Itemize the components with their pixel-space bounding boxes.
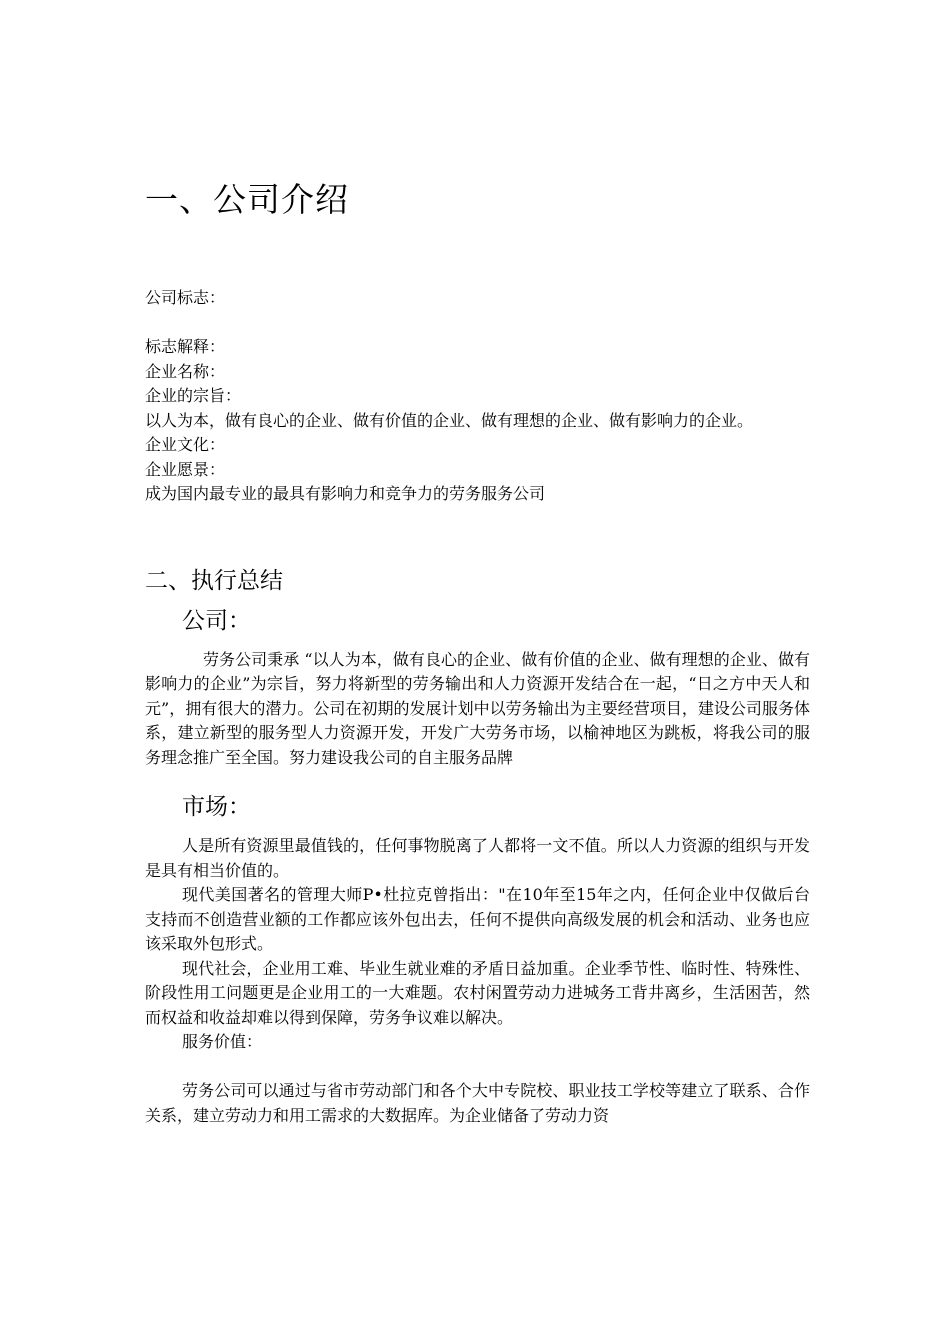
company-subheading: 公司： xyxy=(182,607,251,634)
spacer xyxy=(145,311,810,336)
market-paragraph-4: 劳务公司可以通过与省市劳动部门和各个大中专院校、职业技工学校等建立了联系、合作关系，建立劳动力和用工需求的大数据库。为企业储备了劳动力资 xyxy=(145,1081,810,1125)
market-block xyxy=(145,834,810,1128)
market-paragraph-3: 现代社会，企业用工难、毕业生就业难的矛盾日益加重。企业季节性、临时性、特殊性、阶段性用工问题更是企业用工的一大难题。农村闲置劳动力进城务工背井离乡，生活困苦，然而权益和收益却难以得到保障，劳务争议难以解决。 xyxy=(145,958,810,1027)
market-paragraph-1: 人是所有资源里最值钱的，任何事物脱离了人都将一文不值。所以人力资源的组织与开发是具有相当价值的。 xyxy=(145,836,810,880)
service-value-label: 服务价值： xyxy=(182,1032,263,1051)
company-paragraph: 劳务公司秉承 “以人为本，做有良心的企业、做有价值的企业、做有理想的企业、做有影响力的企业”为宗旨，努力将新型的劳务输出和人力资源开发结合在一起，“日之方中天人和元”，拥有很大的潜力。公司在初期的发展计划中以劳务输出为主要经营项目，建设公司服务体系，建立新型的服务型人力资源开发，开发广大劳务市场，以榆神地区为跳板，将我公司的服务理念推广至全国。努力建设我公司的自主服务品牌 xyxy=(145,649,810,767)
section1-heading: 一、公司介绍 xyxy=(145,180,349,219)
logo-explain-label: 标志解释： xyxy=(145,337,226,356)
vision-text: 成为国内最专业的最具有影响力和竞争力的劳务服务公司 xyxy=(145,484,546,503)
purpose-text: 以人为本，做有良心的企业、做有价值的企业、做有理想的企业、做有影响力的企业。 xyxy=(145,410,754,430)
market-subheading: 市场： xyxy=(182,794,251,820)
company-intro-block xyxy=(145,286,810,507)
market-paragraph-2: 现代美国著名的管理大师P•杜拉克曾指出："在10年至15年之内，任何企业中仅做后台支持而不创造营业额的工作都应该外包出去，任何不提供向高级发展的机会和活动、业务也应该采取外包形式。 xyxy=(145,885,810,953)
spacer xyxy=(145,1055,810,1080)
section2-heading: 二、执行总结 xyxy=(145,567,283,594)
culture-label: 企业文化： xyxy=(145,435,226,454)
document-content xyxy=(145,176,810,1128)
company-name-label: 企业名称： xyxy=(145,361,226,381)
logo-label: 公司标志： xyxy=(145,288,226,307)
purpose-label: 企业的宗旨： xyxy=(145,386,242,405)
vision-label: 企业愿景： xyxy=(145,459,226,479)
